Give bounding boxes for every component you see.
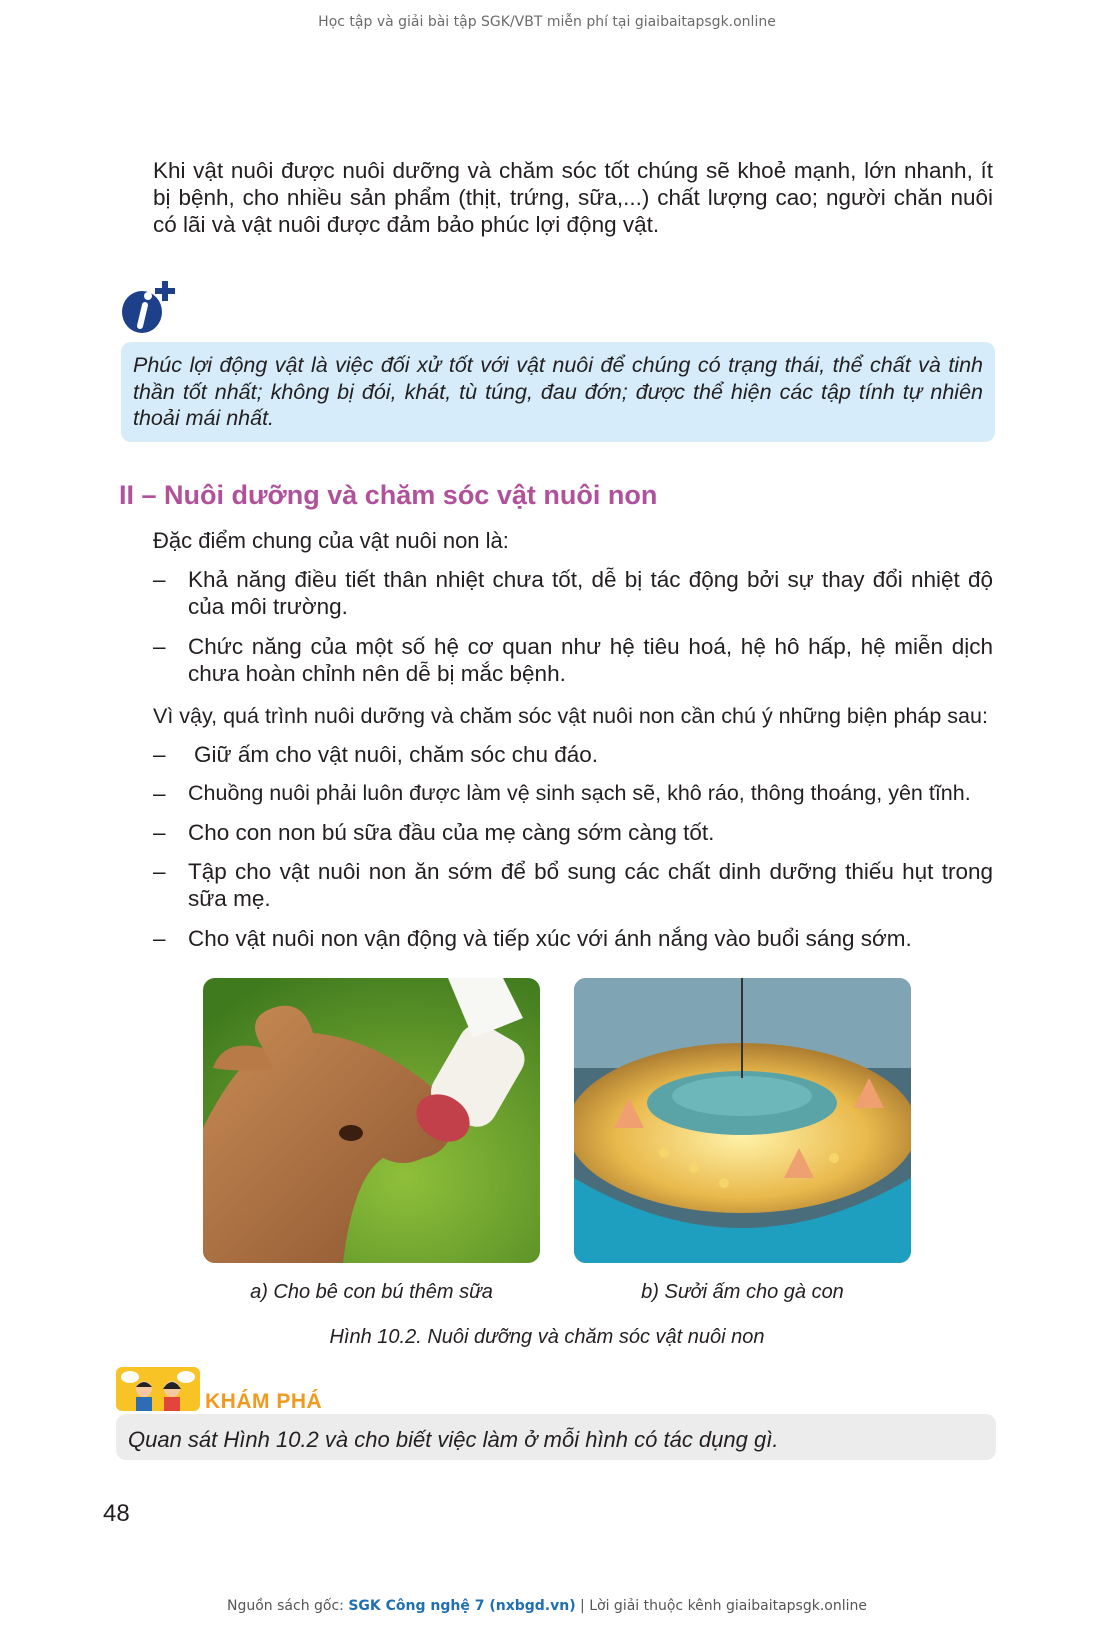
two-kids-talking-icon	[116, 1367, 200, 1411]
calf-photo	[203, 978, 540, 1263]
list-item-text: Chuồng nuôi phải luôn được làm vệ sinh sạch sẽ, khô ráo, thông thoáng, yên tĩnh.	[188, 781, 971, 805]
list-item	[153, 858, 993, 912]
top-credit: Học tập và giải bài tập SGK/VBT miễn phí tại giaibaitapsgk.online	[318, 14, 776, 30]
section-heading: II – Nuôi dưỡng và chăm sóc vật nuôi non	[119, 480, 658, 510]
list-item	[153, 780, 993, 807]
list-item-text: Khả năng điều tiết thân nhiệt chưa tốt, dễ bị tác động bởi sự thay đổi nhiệt độ của môi trường.	[188, 567, 993, 619]
list-item	[153, 741, 993, 768]
list-item-text: Tập cho vật nuôi non ăn sớm để bổ sung các chất dinh dưỡng thiếu hụt trong sữa mẹ.	[188, 859, 993, 911]
list-dash: –	[153, 926, 166, 951]
list-item	[153, 925, 993, 952]
caption-b: b) Sưởi ấm cho gà con	[641, 1281, 844, 1303]
list-item	[153, 633, 993, 687]
list-dash: –	[153, 820, 166, 845]
characteristics-intro: Đặc điểm chung của vật nuôi non là:	[153, 528, 509, 553]
list-dash: –	[153, 859, 166, 884]
page-number: 48	[103, 1500, 130, 1527]
list-dash: –	[153, 567, 166, 592]
footer-source-link[interactable]: SGK Công nghệ 7 (nxbgd.vn)	[348, 1598, 576, 1614]
chick-brooder-photo	[574, 978, 911, 1263]
caption-a: a) Cho bê con bú thêm sữa	[250, 1281, 493, 1303]
list-dash: –	[153, 634, 166, 659]
list-item-text: Giữ ấm cho vật nuôi, chăm sóc chu đáo.	[194, 742, 599, 767]
measures-intro: Vì vậy, quá trình nuôi dưỡng và chăm sóc vật nuôi non cần chú ý những biện pháp sau:	[153, 704, 988, 728]
intro-paragraph: Khi vật nuôi được nuôi dưỡng và chăm sóc tốt chúng sẽ khoẻ mạnh, lớn nhanh, ít bị bệnh, cho nhiều sản phẩm (thịt, trứng, sữa,...) chất lượng cao; người chăn nuôi có lãi và vật nuôi được đảm bảo phúc lợi động vật.	[153, 158, 993, 237]
list-item	[153, 566, 993, 620]
list-dash: –	[153, 742, 166, 767]
info-box-text: Phúc lợi động vật là việc đối xử tốt với vật nuôi để chúng có trạng thái, thể chất và tinh thần tốt nhất; không bị đói, khát, tù túng, đau đớn; được thể hiện các tập tính tự nhiên thoải mái nhất.	[133, 353, 983, 430]
figure-caption: Hình 10.2. Nuôi dưỡng và chăm sóc vật nuôi non	[329, 1326, 765, 1348]
list-item-text: Cho con non bú sữa đầu của mẹ càng sớm càng tốt.	[188, 820, 715, 845]
explore-title: KHÁM PHÁ	[205, 1390, 323, 1413]
bottom-credit	[0, 1598, 1094, 1614]
info-plus-icon	[118, 278, 178, 336]
footer-prefix: Nguồn sách gốc:	[227, 1598, 349, 1614]
list-item	[153, 819, 993, 846]
footer-suffix: | Lời giải thuộc kênh giaibaitapsgk.online	[575, 1598, 867, 1614]
list-dash: –	[153, 781, 166, 806]
list-item-text: Cho vật nuôi non vận động và tiếp xúc với ánh nắng vào buổi sáng sớm.	[188, 926, 912, 951]
list-item-text: Chức năng của một số hệ cơ quan như hệ tiêu hoá, hệ hô hấp, hệ miễn dịch chưa hoàn chỉnh nên dễ bị mắc bệnh.	[188, 634, 993, 686]
explore-question: Quan sát Hình 10.2 và cho biết việc làm ở mỗi hình có tác dụng gì.	[128, 1427, 779, 1452]
